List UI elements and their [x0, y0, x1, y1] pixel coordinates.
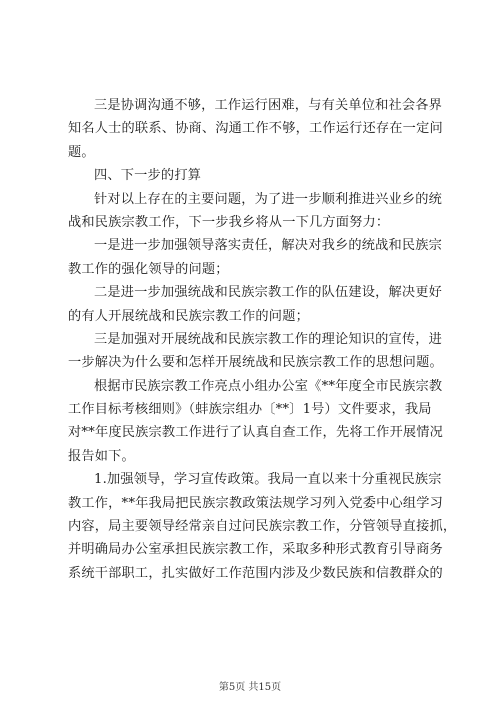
paragraph-line: 的有人开展统战和民族宗教工作的问题；: [68, 308, 309, 324]
paragraph-line: 题。: [68, 144, 95, 160]
paragraph-line: 二是进一步加强统战和民族宗教工作的队伍建设，解决更好: [94, 285, 443, 301]
paragraph-line: 并明确局办公室承担民族宗教工作，采取多种形式教育引导商务: [68, 542, 443, 558]
paragraph-line: 对**年度民族宗教工作进行了认真自查工作，先将工作开展情况: [68, 425, 444, 441]
paragraph-line: 针对以上存在的主要问题，为了进一步顺利推进兴业乡的统: [94, 191, 443, 207]
document-body: [68, 94, 457, 585]
paragraph-line: 三是协调沟通不够，工作运行困难，与有关单位和社会各界: [94, 98, 443, 113]
paragraph-line: 战和民族宗教工作，下一步我乡将从一下几方面努力：: [68, 214, 390, 230]
paragraph-line: 根据市民族宗教工作亮点小组办公室《**年度全市民族宗教: [94, 378, 443, 394]
paragraph-line: 知名人士的联系、协商、沟通工作不够，工作运行还存在一定问: [68, 121, 443, 137]
paragraph-line: 内容，局主要领导经常亲自过问民族宗教工作，分管领导直接抓，: [68, 519, 457, 535]
paragraph-line: 报告如下。: [68, 448, 135, 464]
paragraph-line: 一步解决为什么要和怎样开展统战和民族宗教工作的思想问题。: [68, 355, 443, 371]
section-heading: 四、下一步的打算: [94, 168, 202, 184]
paragraph-line: 系统干部职工，扎实做好工作范围内涉及少数民族和信教群众的: [68, 565, 443, 581]
paragraph-line: 工作目标考核细则》（蚌族宗组办〔**〕1号）文件要求，我局: [68, 402, 432, 418]
paragraph-line: 教工作的强化领导的问题；: [68, 261, 229, 277]
page-number-footer: 第5页 共15页: [218, 682, 282, 693]
paragraph-line: 教工作，**年我局把民族宗教政策法规学习列入党委中心组学习: [68, 495, 444, 511]
paragraph-line: 三是加强对开展统战和民族宗教工作的理论知识的宣传，进: [94, 331, 443, 347]
paragraph-line: 一是进一步加强领导落实责任，解决对我乡的统战和民族宗: [94, 238, 443, 254]
paragraph-line: 1.加强领导，学习宣传政策。我局一直以来十分重视民族宗: [94, 472, 442, 488]
